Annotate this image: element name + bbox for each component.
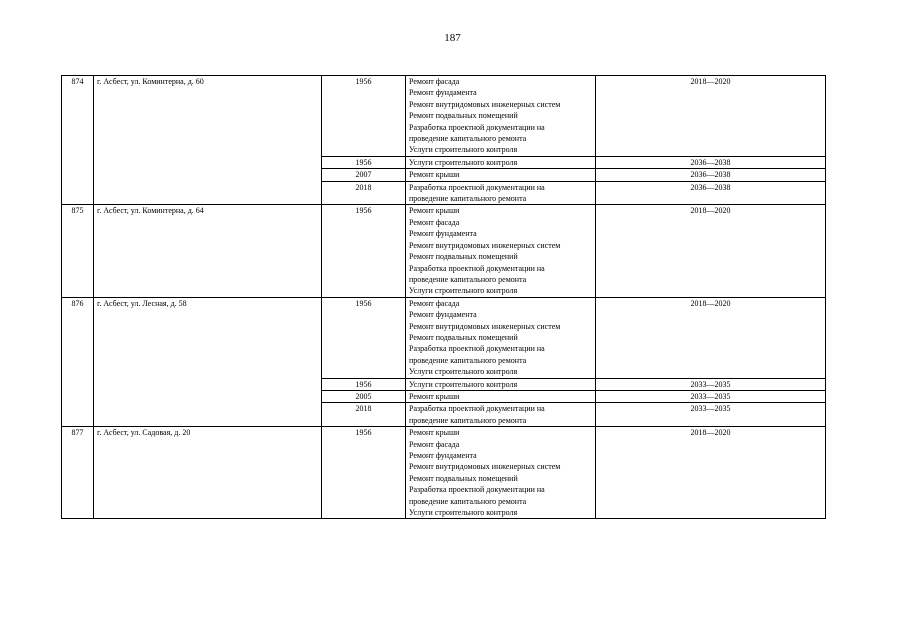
period-cell: 2018—2020 [596,205,826,297]
page-number: 187 [444,32,461,44]
work-item: Ремонт фасада [409,217,460,227]
repair-schedule-table [61,75,826,519]
record-address: г. Асбест, ул. Садовая, д. 20 [94,427,322,519]
period-cell: 2018—2020 [596,76,826,157]
period-cell: 2033—2035 [596,378,826,390]
work-item: Ремонт фундамента [409,229,477,239]
year-cell: 2005 [322,390,406,402]
work-item: проведение капитального ремонта [409,134,527,144]
work-item: проведение капитального ремонта [409,274,527,284]
work-item: проведение капитального ремонта [409,355,527,365]
work-item: Ремонт фундамента [409,310,477,320]
year-cell: 1956 [322,156,406,168]
record-address: г. Асбест, ул. Лесная, д. 58 [94,297,322,426]
work-item: Разработка проектной документации на [409,122,545,132]
period-cell: 2036—2038 [596,181,826,205]
work-item: Услуги строительного контроля [409,508,518,518]
work-item: проведение капитального ремонта [409,194,527,204]
year-cell: 1956 [322,427,406,519]
year-cell: 1956 [322,297,406,378]
works-cell [406,205,596,297]
work-item: Ремонт внутридомовых инженерных систем [409,99,561,109]
work-item: Услуги строительного контроля [409,367,518,377]
year-cell: 1956 [322,205,406,297]
work-item: Ремонт фасада [409,77,460,86]
works-cell [406,378,596,390]
table-row [62,427,826,519]
work-item: Ремонт внутридомовых инженерных систем [409,240,561,250]
works-cell [406,403,596,427]
year-cell: 1956 [322,378,406,390]
work-item: Разработка проектной документации на [409,263,545,273]
work-item: Ремонт крыши [409,170,460,180]
work-item: проведение капитального ремонта [409,496,527,506]
works-cell [406,297,596,378]
year-cell: 1956 [322,76,406,157]
work-item: Разработка проектной документации на [409,485,545,495]
works-cell [406,181,596,205]
work-item: проведение капитального ремонта [409,415,527,425]
work-item: Ремонт внутридомовых инженерных систем [409,321,561,331]
year-cell: 2007 [322,169,406,181]
work-item: Услуги строительного контроля [409,157,518,167]
year-cell: 2018 [322,181,406,205]
work-item: Ремонт фасада [409,439,460,449]
work-item: Ремонт фасада [409,298,460,308]
work-item: Ремонт подвальных помещений [409,332,518,342]
record-number: 874 [62,76,94,205]
work-item: Ремонт подвальных помещений [409,473,518,483]
record-number: 875 [62,205,94,297]
work-item: Ремонт фундамента [409,451,477,460]
record-number: 876 [62,297,94,426]
period-cell: 2036—2038 [596,156,826,168]
work-item: Услуги строительного контроля [409,145,518,155]
period-cell: 2018—2020 [596,427,826,519]
record-address: г. Асбест, ул. Коминтерна, д. 64 [94,205,322,297]
period-cell: 2033—2035 [596,403,826,427]
work-item: Ремонт крыши [409,391,460,401]
period-cell: 2018—2020 [596,297,826,378]
work-item: Ремонт фундамента [409,88,477,98]
record-address: г. Асбест, ул. Коминтерна, д. 60 [94,76,322,205]
year-cell: 2018 [322,403,406,427]
works-cell [406,156,596,168]
work-item: Услуги строительного контроля [409,379,518,389]
works-cell [406,169,596,181]
work-item: Ремонт крыши [409,206,460,216]
work-item: Ремонт крыши [409,428,460,438]
table-row [62,297,826,378]
work-item: Разработка проектной документации на [409,404,545,414]
table-row [62,76,826,157]
work-item: Ремонт подвальных помещений [409,252,518,262]
work-item: Услуги строительного контроля [409,286,518,296]
period-cell: 2033—2035 [596,390,826,402]
work-item: Разработка проектной документации на [409,344,545,354]
table-row [62,205,826,297]
works-cell [406,76,596,157]
work-item: Ремонт внутридомовых инженерных систем [409,462,561,472]
period-cell: 2036—2038 [596,169,826,181]
work-item: Ремонт подвальных помещений [409,111,518,121]
works-cell [406,427,596,519]
record-number: 877 [62,427,94,519]
works-cell [406,390,596,402]
work-item: Разработка проектной документации на [409,182,545,192]
